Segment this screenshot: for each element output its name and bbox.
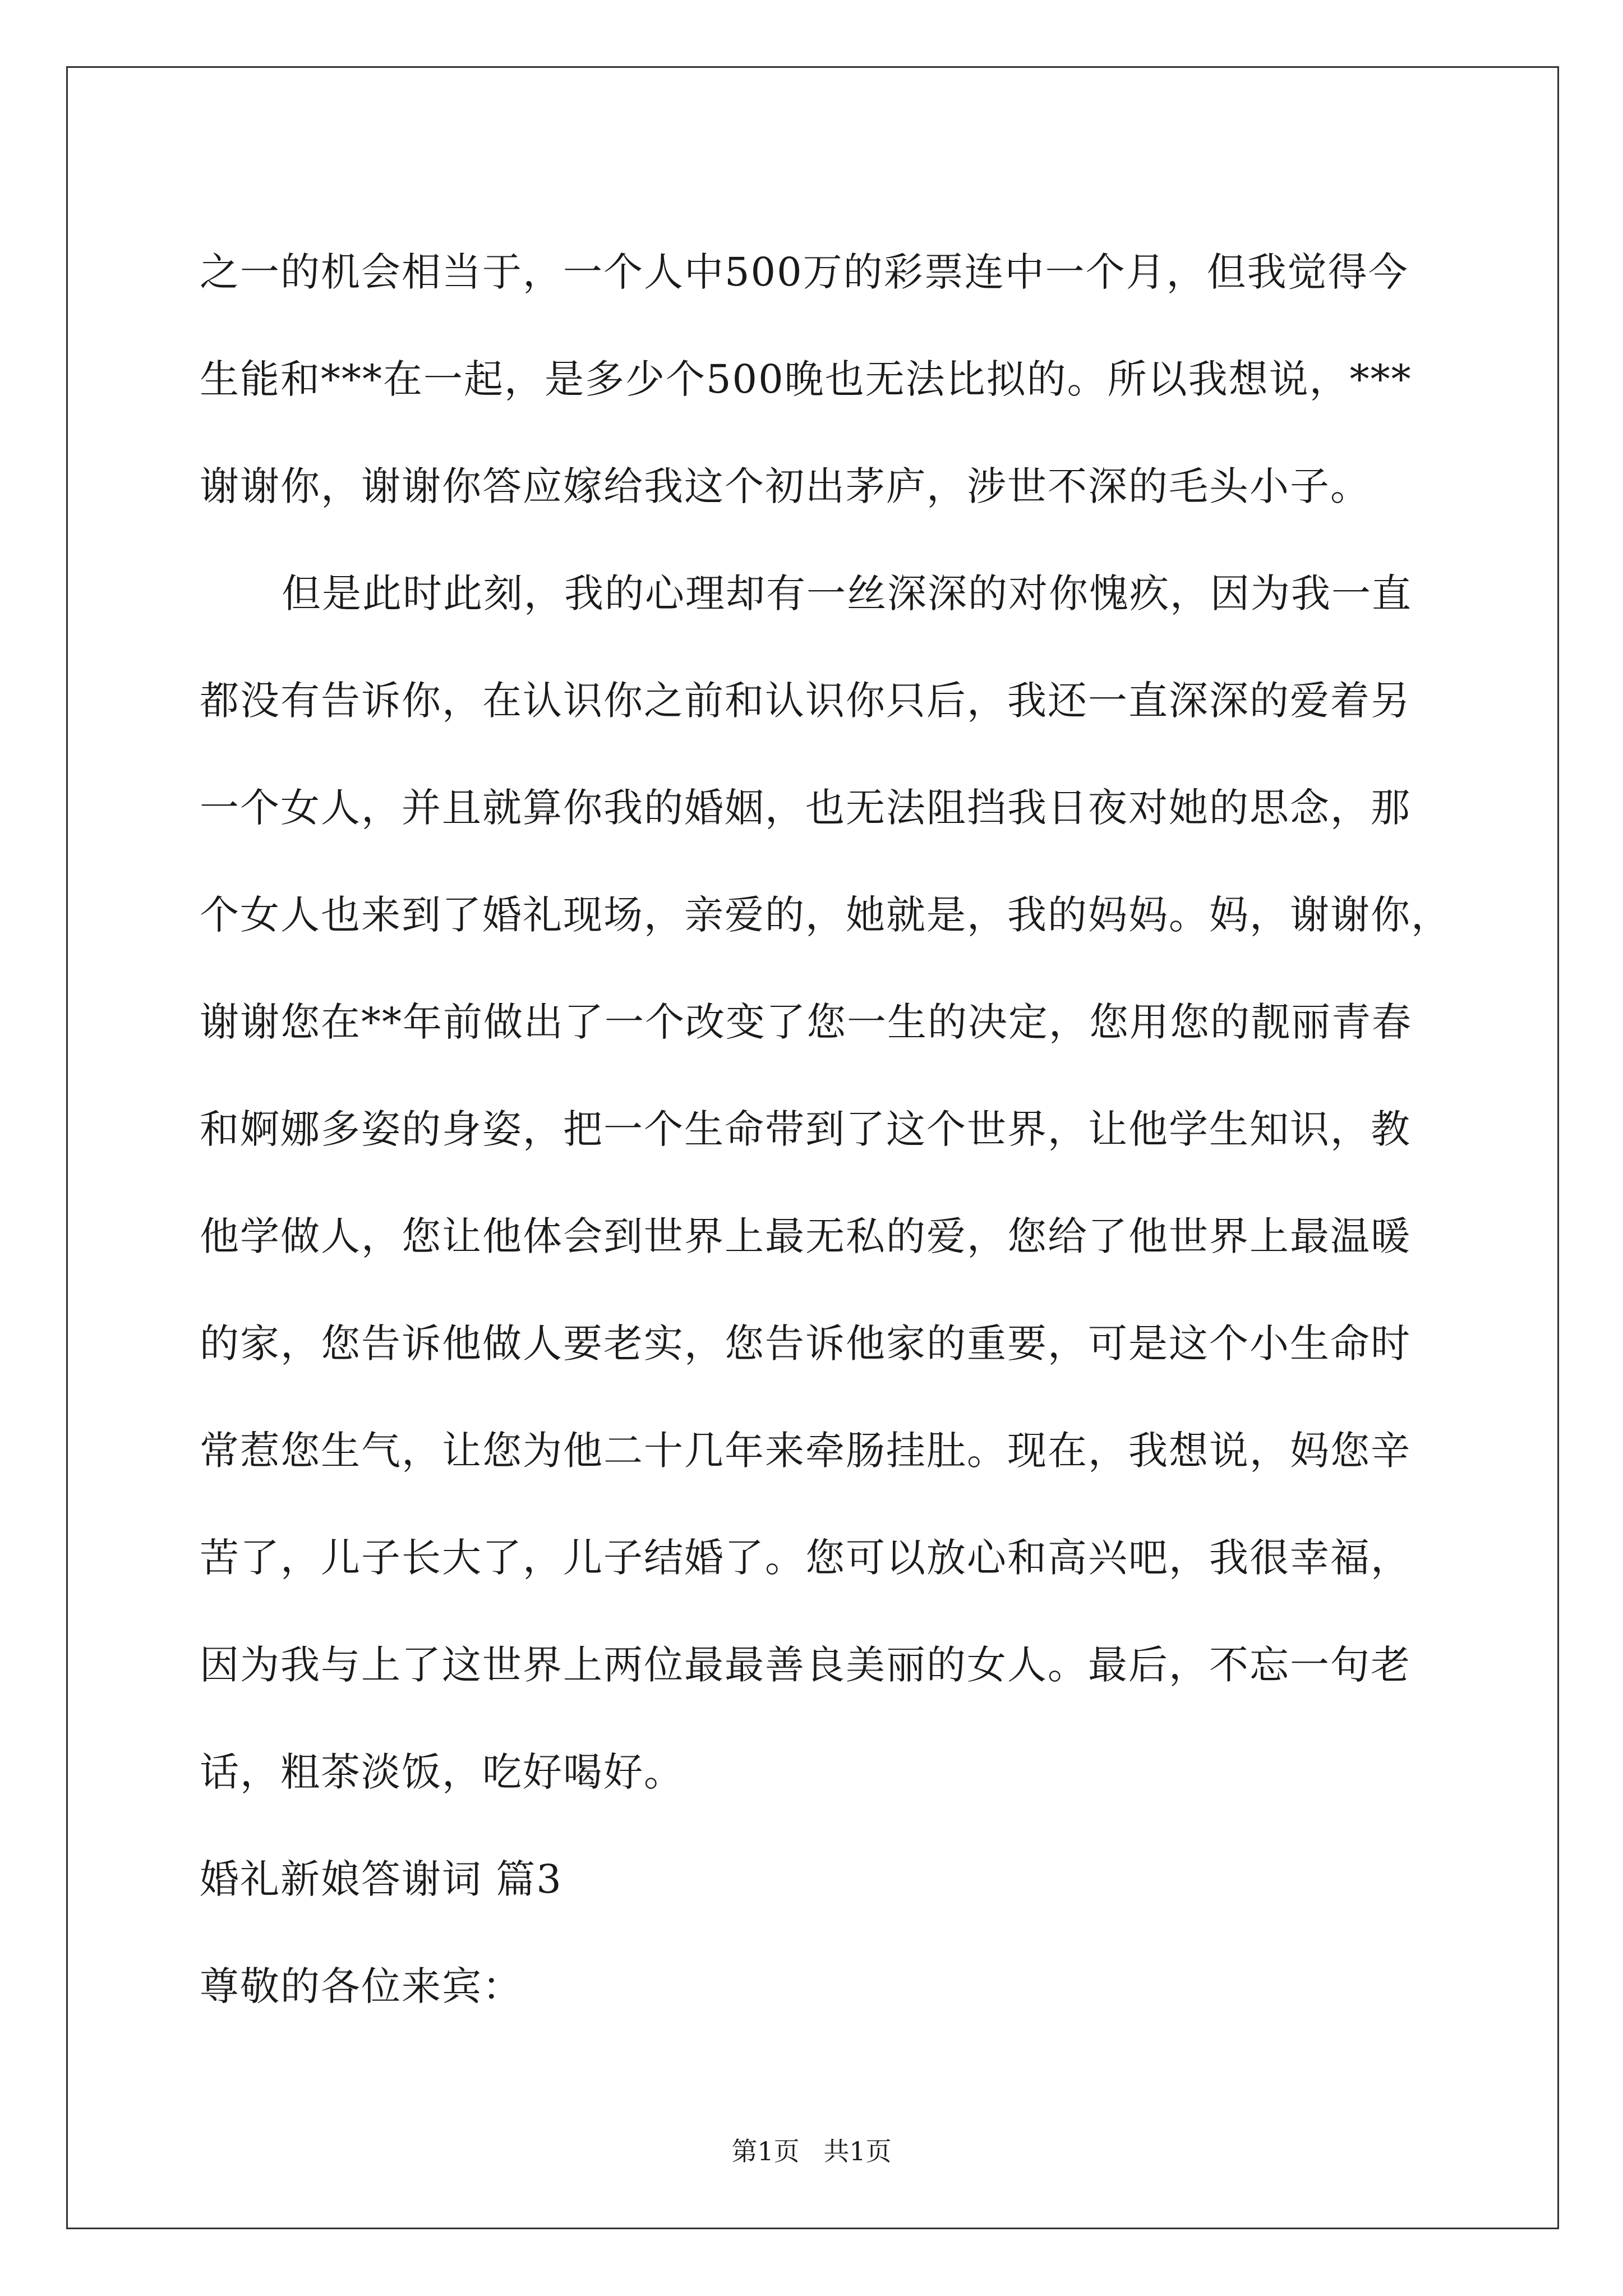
text-line: 常惹您生气，让您为他二十几年来牵肠挂肚。现在，我想说，妈您辛 [200,1428,1411,1474]
text-line: 他学做人，您让他体会到世界上最无私的爱，您给了他世界上最温暖 [200,1213,1411,1259]
text-line: 但是此时此刻，我的心理却有一丝深深的对你愧疚，因为我一直 [282,570,1412,616]
text-line: 苦了，儿子长大了，儿子结婚了。您可以放心和高兴吧，我很幸福， [200,1535,1411,1581]
page-number: 第1页 [731,2136,800,2166]
text-line: 谢谢您在**年前做出了一个改变了您一生的决定，您用您的靓丽青春 [200,999,1412,1045]
text-line: 一个女人，并且就算你我的婚姻，也无法阻挡我日夜对她的思念，那 [200,785,1411,831]
text-line: 和婀娜多姿的身姿，把一个生命带到了这个世界，让他学生知识，教 [200,1106,1411,1152]
section-heading: 婚礼新娘答谢词 篇3 [200,1856,562,1902]
text-line: 之一的机会相当于，一个人中500万的彩票连中一个月，但我觉得今 [200,249,1409,295]
text-line: 话，粗茶淡饭，吃好喝好。 [200,1749,684,1795]
text-line: 的家，您告诉他做人要老实，您告诉他家的重要，可是这个小生命时 [200,1320,1411,1366]
text-line: 个女人也来到了婚礼现场，亲爱的，她就是，我的妈妈。妈，谢谢你， [200,892,1451,938]
text-line: 因为我与上了这世界上两位最最善良美丽的女人。最后，不忘一句老 [200,1642,1411,1688]
page-footer [0,2134,1623,2168]
text-line: 生能和***在一起，是多少个500晚也无法比拟的。所以我想说，*** [200,356,1412,402]
text-line: 谢谢你，谢谢你答应嫁给我这个初出茅庐，涉世不深的毛头小子。 [200,463,1371,509]
text-line: 都没有告诉你，在认识你之前和认识你只后，我还一直深深的爱着另 [200,678,1411,724]
document-body [200,219,1450,2040]
salutation: 尊敬的各位来宾： [200,1963,523,2009]
page-total: 共1页 [823,2136,892,2166]
